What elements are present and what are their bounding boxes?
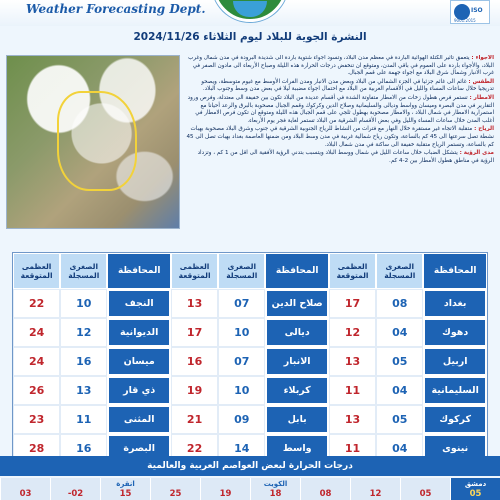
max-temp-cell: 11	[329, 376, 376, 405]
forecast-paragraph-visibility	[186, 150, 494, 165]
capital-cell	[350, 478, 400, 500]
max-temp-header: العظمى المتوقعة	[13, 253, 60, 289]
max-temp-cell: 12	[329, 318, 376, 347]
forecast-text: يتشكل الضباب خلال ساعات الليل في شمال ووسط البلاد ويتسبب بتدني الرؤية الأفقية الى اقل من 1 كم ، وتزداد الرؤية في مناطق هطول الأمطار بين 2-4 كم.	[197, 150, 494, 164]
min-temp-header: الصغرى المسجلة	[60, 253, 107, 289]
min-temp-header: الصغرى المسجلة	[376, 253, 423, 289]
governorate-cell: نينوى	[423, 434, 487, 463]
capital-temp: 25	[169, 489, 182, 499]
forecast-label: الامطار :	[469, 94, 494, 101]
governorate-cell: صلاح الدين	[265, 289, 329, 318]
temperature-table	[12, 252, 488, 464]
max-temp-cell: 17	[329, 289, 376, 318]
capital-cell	[50, 478, 100, 500]
min-temp-cell: 14	[218, 434, 265, 463]
governorate-cell: البصرة	[107, 434, 171, 463]
max-temp-header: العظمى المتوقعة	[329, 253, 376, 289]
governorate-cell: اربيل	[423, 347, 487, 376]
governorate-cell: الديوانية	[107, 318, 171, 347]
forecast-paragraph-rain	[186, 95, 494, 125]
iso-cert-number: 9001:2015	[454, 18, 476, 23]
agency-emblem-logo	[212, 0, 288, 22]
table-row	[13, 405, 487, 434]
max-temp-header: العظمى المتوقعة	[171, 253, 218, 289]
capital-temp: -02	[67, 489, 84, 499]
min-temp-cell: 16	[60, 434, 107, 463]
max-temp-cell: 23	[13, 405, 60, 434]
max-temp-cell: 16	[171, 347, 218, 376]
iso-label: ISO	[471, 7, 483, 14]
forecast-label: الأجواء :	[471, 55, 494, 61]
table-row	[13, 347, 487, 376]
min-temp-cell: 10	[218, 318, 265, 347]
capital-temp: 03	[19, 489, 32, 499]
governorate-cell: بغداد	[423, 289, 487, 318]
capital-cell	[450, 478, 500, 500]
governorate-cell: المثنى	[107, 405, 171, 434]
max-temp-cell: 22	[171, 434, 218, 463]
governorate-header: المحافظة	[107, 253, 171, 289]
country-border-outline	[57, 91, 137, 191]
governorate-cell: بابل	[265, 405, 329, 434]
capital-temp: 12	[369, 489, 382, 499]
capital-name: الكويت	[263, 480, 288, 488]
min-temp-cell: 04	[376, 318, 423, 347]
max-temp-cell: 26	[13, 376, 60, 405]
capital-temp: 19	[219, 489, 232, 499]
min-temp-cell: 13	[60, 376, 107, 405]
capital-cell	[150, 478, 200, 500]
capital-temp: 05	[419, 489, 432, 499]
governorate-header: المحافظة	[265, 253, 329, 289]
capital-temp: 15	[119, 489, 132, 499]
max-temp-cell: 11	[329, 434, 376, 463]
governorate-cell: واسط	[265, 434, 329, 463]
max-temp-cell: 21	[171, 405, 218, 434]
max-temp-cell: 17	[171, 318, 218, 347]
iso-certification-logo	[450, 0, 490, 24]
forecast-paragraph-atmosphere	[186, 55, 494, 78]
table-row	[13, 376, 487, 405]
max-temp-cell: 24	[13, 318, 60, 347]
capitals-strip	[0, 478, 500, 500]
governorate-cell: دهوك	[423, 318, 487, 347]
forecast-label: مدى الرؤية :	[459, 150, 494, 157]
min-temp-cell: 05	[376, 347, 423, 376]
forecast-text: يتعمق تأثير الكتلة الهوائية الباردة في معظم مدن البلاد، وتسود أجواء شتوية باردة الى شديدة البرودة في مدن شمال وغرب البلاد، والأجواء باردة على العموم في باقي المدن، ومتوقع ان تنخفض درجات الحرارة هذه الليلة وصباح الأربعاء الى مادون الصفر في غرب الانبار وشمال شرق البلاد مع اجواء جهمة على قمم الجبال.	[188, 55, 494, 77]
min-temp-cell: 04	[376, 376, 423, 405]
governorate-cell: ميسان	[107, 347, 171, 376]
capital-cell	[250, 478, 300, 500]
forecast-paragraph-weather	[186, 79, 494, 94]
satellite-map-image	[6, 55, 180, 229]
table-header-row	[13, 253, 487, 289]
max-temp-cell: 13	[329, 405, 376, 434]
governorate-header: المحافظة	[423, 253, 487, 289]
min-temp-cell: 10	[218, 376, 265, 405]
min-temp-cell: 05	[376, 405, 423, 434]
governorate-cell: السليمانية	[423, 376, 487, 405]
max-temp-cell: 19	[171, 376, 218, 405]
max-temp-cell: 28	[13, 434, 60, 463]
min-temp-cell: 16	[60, 347, 107, 376]
min-temp-cell: 04	[376, 434, 423, 463]
capital-cell	[300, 478, 350, 500]
governorate-cell: النجف	[107, 289, 171, 318]
governorate-cell: ذي قار	[107, 376, 171, 405]
capital-cell	[100, 478, 150, 500]
capitals-title: درجات الحرارة لبعض العواصم العربية والعالمية	[0, 456, 500, 476]
page-title: النشرة الجوية للبلاد ليوم الثلاثاء 2024/11/26	[133, 31, 367, 43]
header-bar	[0, 0, 500, 26]
capital-cell	[200, 478, 250, 500]
capital-temp: 08	[319, 489, 332, 499]
forecast-text: متقلبة الاتجاه غير مستقرة خلال النهار مع فترات من النشاط للرياح الجنوبية الشرقية في جنوب وشرق البلاد مصحوبة بهبات نشطة تصل سرعتها الى 45 كم بالساعة، وتكون رياح شمالية غربية في مدن وسط البلاد ومن ضمنها العاصمة بغداد بهبات تصل الى 45 كم بالساعة، وتستمر الرياح متقلبة خفيفة الى ساكنة في مدن شمال البلاد.	[186, 126, 494, 148]
governorate-cell: كربلاء	[265, 376, 329, 405]
table-row	[13, 318, 487, 347]
min-temp-cell: 10	[60, 289, 107, 318]
min-temp-cell: 11	[60, 405, 107, 434]
min-temp-header: الصغرى المسجلة	[218, 253, 265, 289]
emblem-globe-icon	[233, 1, 267, 17]
capital-temp: 05	[469, 489, 482, 499]
governorate-cell: كركوك	[423, 405, 487, 434]
capital-name: انقرة	[116, 480, 135, 488]
capital-cell	[0, 478, 50, 500]
max-temp-cell: 24	[13, 347, 60, 376]
forecast-paragraph-wind	[186, 126, 494, 149]
forecast-label: الطقس :	[468, 78, 494, 85]
forecast-text: تستمر فرص هطول زخات من الامطار متفاوتة الشدة في أقسام عديدة من البلاد تكون بين خفيفة الى معتدلة، وفرص ورود التقارير في مدن البصرة وميسان وواسط وديالى والسليمانية وصلاح الدين وكركوك وقمم الجبال مصحوبة بالبرق والرعد أحيانا مع استمرارية الامطار في شمال البلاد ، والامطار مصحوبة بهطول ثلجي على قمم الجبال هذه الليلة ومتوقع ان تكون فرص الامطار في أغلب المدن خلال ساعات المساء والليل وفي بعض الأقسام الشرقية من البلاد تستمر لغاية فجر يوم الأربعاء.	[187, 94, 494, 124]
governorate-cell: ديالى	[265, 318, 329, 347]
capital-name: دمشق	[464, 480, 487, 488]
forecast-text-panel	[186, 55, 494, 241]
department-name: Weather Forecasting Dept.	[26, 2, 206, 16]
min-temp-cell: 08	[376, 289, 423, 318]
capital-cell	[400, 478, 450, 500]
max-temp-cell: 22	[13, 289, 60, 318]
governorate-cell: الانبار	[265, 347, 329, 376]
forecast-text: غائم الى غائم جزئيا في الجزء الشمالي من البلاد وبعض مدن الانبار ومدن الفرات الأوسط مع غيوم متوسطة، ويصحو تدريجيا خلال ساعات المساء والليل في الأقسام الغربية من البلاد مع احتمال اجواء مضببة ليلا في بعض مدن وسط وجنوب البلاد.	[201, 78, 494, 93]
capital-temp: 18	[269, 489, 282, 499]
max-temp-cell: 13	[329, 347, 376, 376]
min-temp-cell: 07	[218, 347, 265, 376]
min-temp-cell: 12	[60, 318, 107, 347]
table-row	[13, 289, 487, 318]
min-temp-cell: 07	[218, 289, 265, 318]
forecast-label: الرياح :	[474, 126, 494, 133]
max-temp-cell: 13	[171, 289, 218, 318]
min-temp-cell: 09	[218, 405, 265, 434]
